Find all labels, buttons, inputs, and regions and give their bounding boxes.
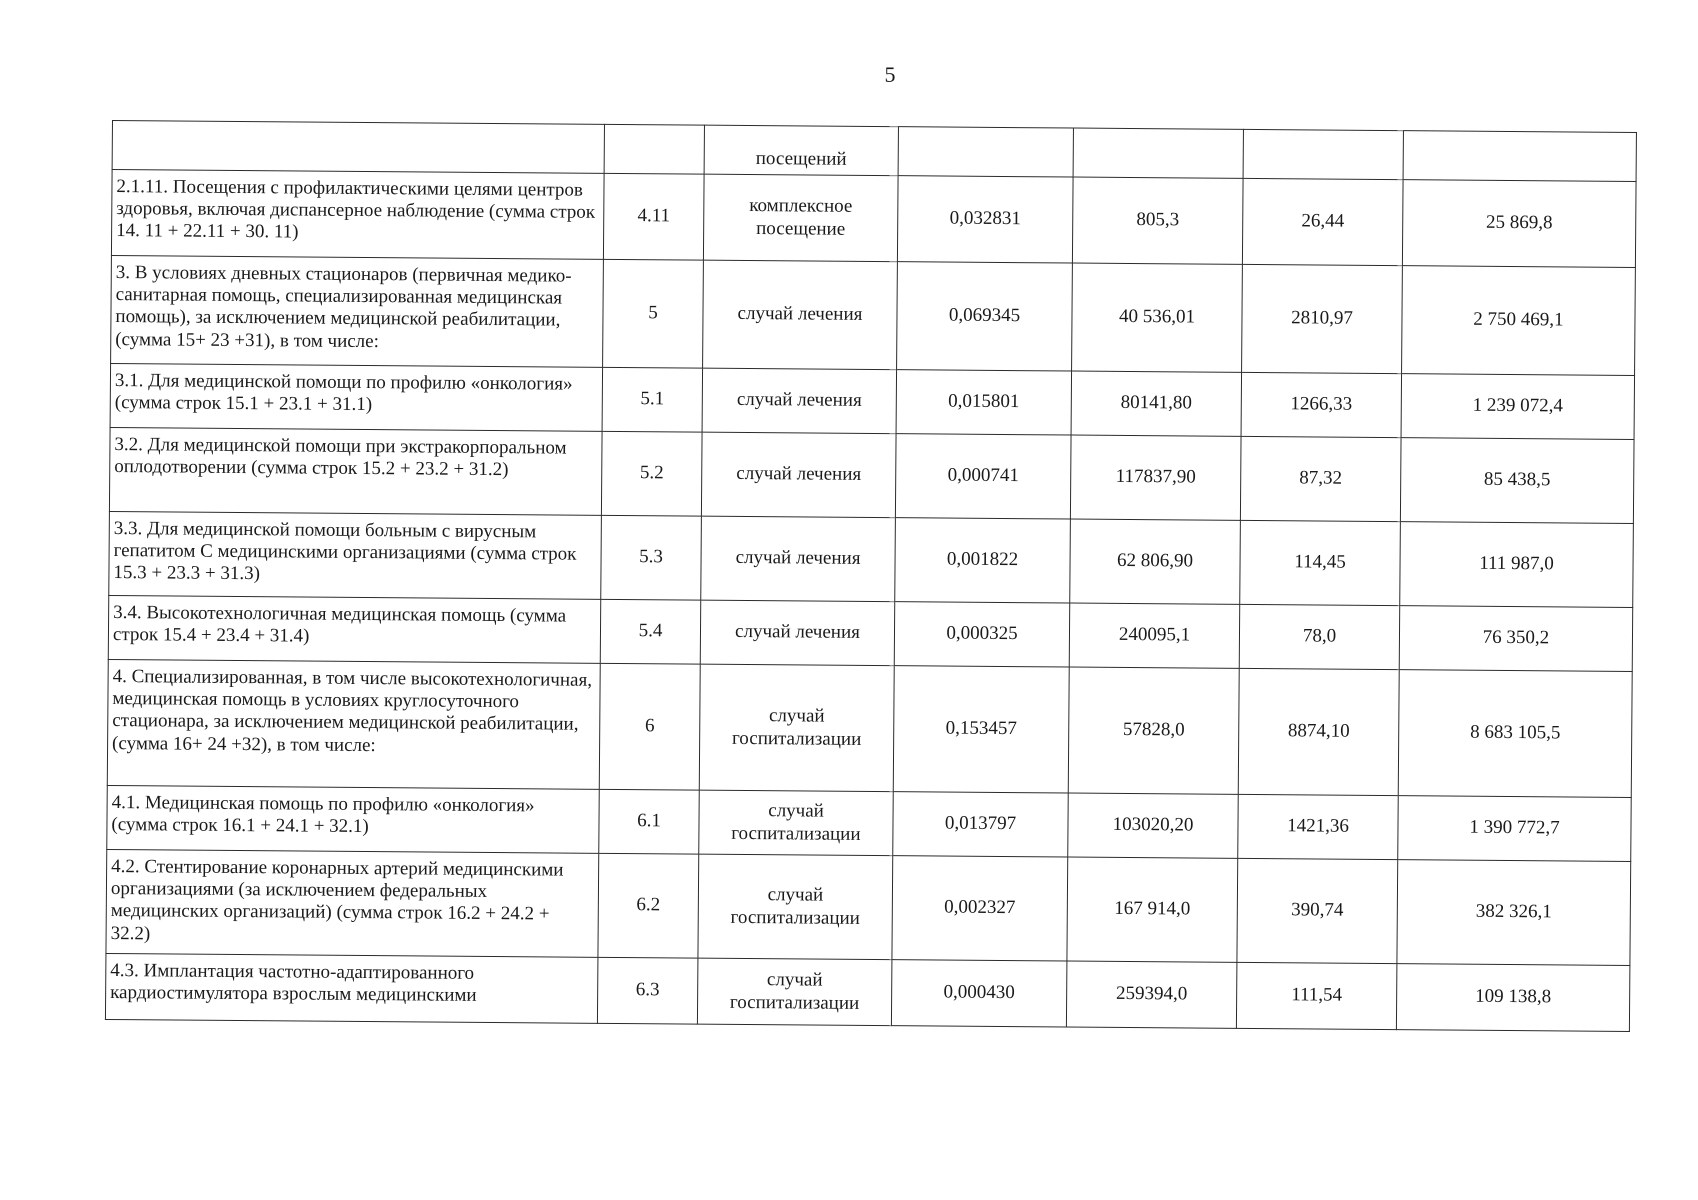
row-name-cell: 4. Специализированная, в том числе высокотехнологичная, медицинская помощь в условиях круглосуточного стационара, за исключением медицинской реабилитации, (сумма 16+ 24 +32), в том числе:	[107, 659, 600, 789]
header-cell	[604, 124, 704, 174]
row-unit-cell: случай лечения	[701, 432, 896, 518]
volumes-cost-table	[105, 120, 1637, 1032]
row-code-cell: 6	[599, 663, 700, 790]
row-norm-cell: 0,000325	[894, 602, 1069, 667]
table-row	[111, 255, 1636, 375]
row-name-cell: 3.3. Для медицинской помощи больным с вирусным гепатитом С медицинскими организациями (сумма строк 15.3 + 23.3 + 31.3)	[109, 511, 602, 599]
table-row	[109, 427, 1634, 523]
row-cost-cell: 80141,80	[1071, 371, 1241, 436]
row-cost-cell: 259394,0	[1066, 961, 1237, 1028]
row-code-cell: 6.2	[598, 853, 699, 958]
row-norm-cell: 0,002327	[892, 856, 1068, 961]
row-per-capita-cell: 8874,10	[1238, 668, 1399, 795]
row-total-cell: 8 683 105,5	[1398, 670, 1632, 798]
row-norm-cell: 0,000430	[891, 960, 1067, 1027]
row-per-capita-cell: 78,0	[1239, 604, 1399, 669]
row-name-cell: 4.2. Стентирование коронарных артерий медицинскими организациями (за исключением федеральных медицинских организаций) (сумма строк 16.2 + 24.2 + 32.2)	[106, 849, 599, 957]
row-cost-cell: 167 914,0	[1067, 857, 1238, 962]
row-code-cell: 4.11	[603, 173, 704, 260]
row-per-capita-cell: 390,74	[1237, 858, 1398, 963]
row-cost-cell: 240095,1	[1069, 603, 1239, 668]
row-total-cell: 85 438,5	[1400, 438, 1634, 524]
row-norm-cell: 0,069345	[897, 262, 1073, 371]
row-unit-cell: случай лечения	[702, 368, 896, 434]
row-cost-cell: 40 536,01	[1072, 263, 1243, 372]
row-per-capita-cell: 111,54	[1236, 962, 1397, 1029]
row-name-cell: 3. В условиях дневных стационаров (первичная медико-санитарная помощь, специализированная медицинская помощь), за исключением медицинской реабилитации, (сумма 15+ 23 +31), в том числе:	[111, 255, 604, 367]
row-total-cell: 109 138,8	[1396, 964, 1630, 1032]
row-name-cell: 3.4. Высокотехнологичная медицинская помощь (сумма строк 15.4 + 23.4 + 31.4)	[108, 595, 600, 663]
row-total-cell: 2 750 469,1	[1402, 266, 1636, 376]
table-row	[107, 785, 1631, 861]
row-total-cell: 1 390 772,7	[1398, 796, 1631, 862]
row-unit-cell: случай госпитализации	[699, 664, 894, 792]
row-per-capita-cell: 2810,97	[1242, 264, 1403, 373]
row-norm-cell: 0,032831	[897, 176, 1073, 263]
row-unit-cell: случай госпитализации	[698, 854, 893, 960]
row-per-capita-cell: 26,44	[1242, 178, 1403, 265]
row-cost-cell: 62 806,90	[1070, 519, 1241, 604]
row-name-cell: 4.1. Медицинская помощь по профилю «онкология» (сумма строк 16.1 + 24.1 + 32.1)	[107, 785, 599, 853]
row-per-capita-cell: 87,32	[1240, 436, 1401, 521]
header-cell	[1243, 129, 1403, 179]
table-container	[105, 120, 1636, 1032]
row-total-cell: 76 350,2	[1399, 606, 1632, 672]
row-unit-cell: случай госпитализации	[697, 958, 892, 1026]
table-row	[106, 849, 1631, 965]
row-code-cell: 5.3	[601, 515, 702, 600]
table-row	[111, 170, 1636, 268]
row-name-cell: 3.1. Для медицинской помощи по профилю «онкология» (сумма строк 15.1 + 23.1 + 31.1)	[110, 363, 602, 431]
row-name-cell: 4.3. Имплантация частотно-адаптированного кардиостимулятора взрослым медицинскими	[105, 953, 598, 1023]
row-cost-cell: 103020,20	[1068, 793, 1238, 858]
row-total-cell: 382 326,1	[1397, 860, 1631, 966]
row-cost-cell: 805,3	[1072, 177, 1243, 264]
header-cell	[1403, 131, 1636, 182]
row-total-cell: 1 239 072,4	[1401, 374, 1634, 440]
table-row	[107, 659, 1632, 797]
row-name-cell: 3.2. Для медицинской помощи при экстракорпоральном оплодотворении (сумма строк 15.2 + 23.2 + 31.2)	[109, 427, 602, 515]
table-row	[109, 511, 1634, 607]
header-cell	[1073, 128, 1243, 178]
row-total-cell: 25 869,8	[1402, 180, 1636, 268]
row-code-cell: 6.1	[599, 789, 699, 854]
header-cell: посещений	[704, 125, 898, 176]
row-code-cell: 5.4	[600, 599, 700, 664]
row-norm-cell: 0,001822	[895, 518, 1071, 603]
row-cost-cell: 117837,90	[1070, 435, 1241, 520]
row-per-capita-cell: 1266,33	[1241, 372, 1401, 437]
row-name-cell: 2.1.11. Посещения с профилактическими целями центров здоровья, включая диспансерное наблюдение (сумма строк 14. 11 + 22.11 + 30. 11)	[111, 170, 604, 260]
row-code-cell: 5.1	[602, 367, 702, 432]
row-unit-cell: случай лечения	[700, 600, 894, 666]
table-row	[110, 363, 1634, 439]
row-norm-cell: 0,153457	[893, 666, 1069, 793]
table-row	[108, 595, 1632, 671]
header-cell	[898, 127, 1073, 177]
header-cell	[112, 121, 604, 174]
row-code-cell: 6.3	[597, 957, 698, 1024]
row-unit-cell: случай лечения	[701, 516, 896, 602]
table-row	[105, 953, 1629, 1031]
row-unit-cell: случай госпитализации	[699, 790, 893, 856]
row-per-capita-cell: 1421,36	[1238, 794, 1398, 859]
row-norm-cell: 0,015801	[896, 370, 1071, 435]
row-per-capita-cell: 114,45	[1240, 520, 1401, 605]
row-unit-cell: случай лечения	[703, 260, 898, 370]
row-norm-cell: 0,013797	[893, 792, 1068, 857]
page-number: 5	[884, 62, 896, 87]
row-total-cell: 111 987,0	[1400, 522, 1634, 608]
row-unit-cell: комплексное посещение	[703, 174, 898, 262]
row-cost-cell: 57828,0	[1068, 667, 1239, 794]
row-norm-cell: 0,000741	[895, 434, 1071, 519]
row-code-cell: 5.2	[601, 431, 702, 516]
row-code-cell: 5	[603, 259, 704, 368]
